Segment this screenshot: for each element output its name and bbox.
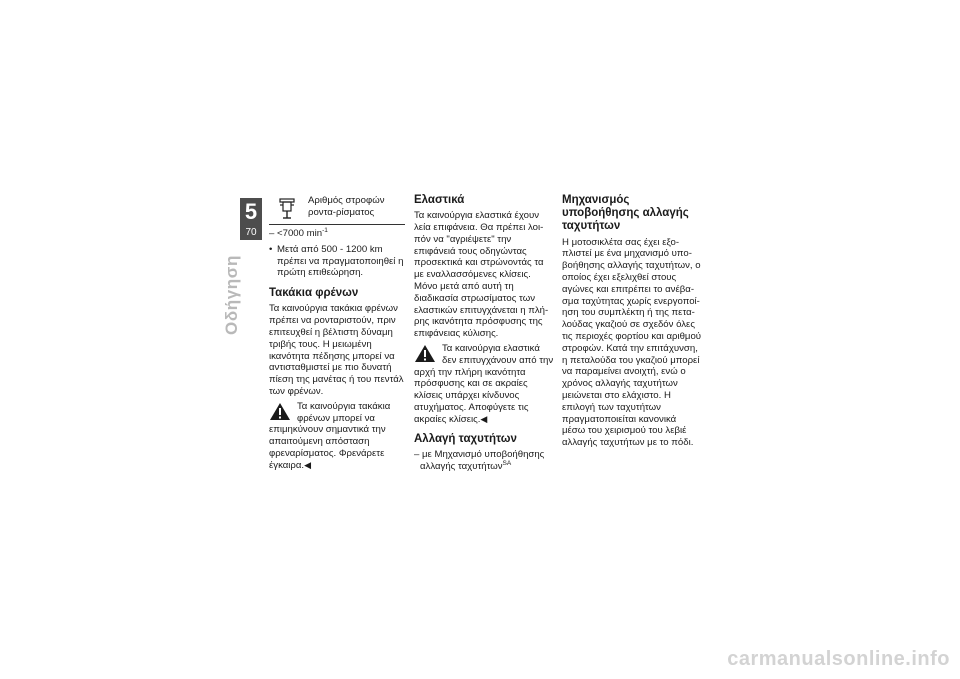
warning-icon <box>414 344 436 363</box>
shift-assistant-text: Η μοτοσικλέτα σας έχει εξοπλιστεί με ένα μηχανισμό υποβοήθησης αλλαγής ταχυτήτων, ο οποίος έχει εξελιχθεί στους αγώνες και επιτρέπει το ανέβασμα ταχύτητας χωρίς ενεργοποίηση του συμπλέκτη ή της πεταλούδας γκαζιού σε σχεδόν όλες τις περιοχές φορτίου και αριθμού στροφών. Κατά την επιτάχυνση, η πεταλούδα του γκαζιού μπορεί να παραμείνει ανοιχτή, ενώ ο χρόνος αλλαγής ταχυτήτων μειώνεται στο ελάχιστο. Η επιλογή των ταχυτήτων πραγματοποιείται κανονικά μέσω του χειρισμού του λεβιέ αλλαγής ταχυτήτων με το πόδι. <box>562 236 702 449</box>
chapter-number: 5 <box>244 199 258 224</box>
rpm-limit-text: – <7000 min <box>269 228 323 239</box>
tyres-warning-text: Τα καινούργια ελαστικά δεν επιτυγχάνουν από την αρχή την πλήρη ικανότητα πρόσφυσης και σε ακραίες κλίσεις υπάρχει κίνδυνος ατυχήματος. Αποφύγετε τις ακραίες κλίσεις. <box>414 342 554 425</box>
inspection-bullet <box>269 244 405 279</box>
tyres-warning <box>414 343 554 426</box>
sa-marker: SA <box>502 459 512 467</box>
brake-warning-text: Τα καινούργια τακάκια φρένων μπορεί να επιμηκύνουν σημαντικά την απαιτούμενη απόσταση φρεναρίσματος. Φρενάρετε έγκαιρα. <box>269 400 391 471</box>
rpm-limit-unit: -1 <box>322 226 328 234</box>
warning-icon <box>269 402 291 421</box>
optional-equipment-item <box>414 449 554 473</box>
end-marker-icon: ◀ <box>304 459 312 470</box>
page-number: 70 <box>245 227 257 238</box>
end-marker-icon: ◀ <box>480 413 488 424</box>
optional-equipment-text: – με Μηχανισμό υποβοήθησης αλλαγής ταχυτήτων <box>414 448 545 472</box>
shift-assistant-heading: Μηχανισμός υποβοήθησης αλλαγής ταχυτήτων <box>562 194 689 233</box>
tyres-heading: Ελαστικά <box>414 194 465 206</box>
torque-label: Αριθμός στροφών ροντα-ρίσματος <box>308 195 385 218</box>
column-3 <box>562 194 702 452</box>
torque-info-box <box>269 194 405 220</box>
engine-speed-icon <box>278 198 296 220</box>
watermark: carmanualsonline.info <box>727 648 950 670</box>
column-1 <box>269 194 405 475</box>
inspection-text: Μετά από 500 - 1200 km πρέπει να πραγματοποιηθεί η πρώτη επιθεώρηση. <box>277 243 404 279</box>
brake-pads-heading: Τακάκια φρένων <box>269 287 359 300</box>
brake-pads-text: Τα καινούργια τακάκια φρένων πρέπει να ρονταριστούν, πριν επιτευχθεί η βέλτιστη δύναμη τριβής τους. Η μειωμένη ικανότητα πέδησης μπορεί να αντισταθμιστεί με πιο δυνατή πίεση της μανέτας ή του πεντάλ των φρένων. <box>269 303 404 397</box>
bullet-icon: • <box>269 243 273 255</box>
tyres-text: Τα καινούργια ελαστικά έχουν λεία επιφάνεια. Θα πρέπει λοιπόν να "αγριέψετε" την επιφάνειά τους οδηγώντας προσεκτικά και στρώνοντάς τα με εναλλασσόμενες κλίσεις. Μόνο μετά από αυτή τη διαδικασία στρωσίματος των ελαστικών επιτυγχάνεται η πλήρης ικανότητα πρόσφυσης της επιφάνειας κύλισης. <box>414 210 549 340</box>
brake-warning <box>269 401 405 472</box>
divider <box>269 224 405 225</box>
rpm-limit <box>269 228 405 240</box>
column-2 <box>414 194 554 476</box>
chapter-title: Οδήγηση <box>222 255 241 335</box>
gear-shifting-heading: Αλλαγή ταχυτήτων <box>414 432 517 445</box>
